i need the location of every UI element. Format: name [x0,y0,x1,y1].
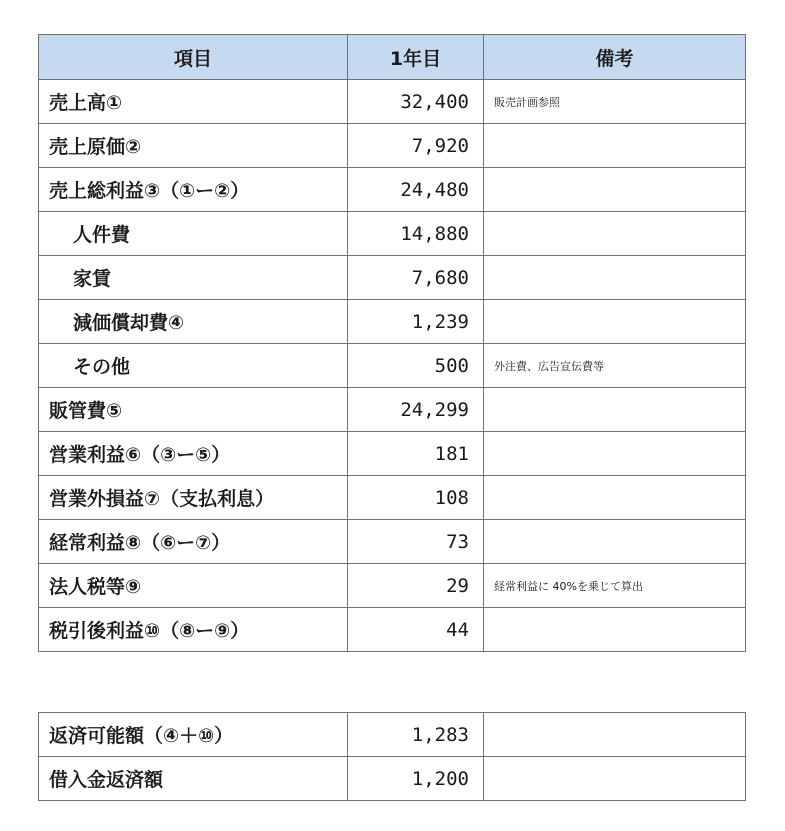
row-item-label: 税引後利益⑩（⑧ー⑨） [39,608,348,652]
row-item-label: 減価償却費④ [39,300,348,344]
row-note: 販売計画参照 [484,80,746,124]
row-item-label: 家賃 [39,256,348,300]
row-item-label: 販管費⑤ [39,388,348,432]
income-statement-table [38,34,746,652]
repayment-table [38,712,746,801]
table-row [39,168,746,212]
table-row [39,608,746,652]
row-note [484,212,746,256]
row-note [484,388,746,432]
table-row [39,256,746,300]
row-item-label: 売上高① [39,80,348,124]
table-row [39,476,746,520]
income-statement-body [39,80,746,652]
table-row [39,344,746,388]
row-note [484,256,746,300]
row-year1-value: 108 [348,476,484,520]
row-item-label: その他 [39,344,348,388]
row-item-label: 経常利益⑧（⑥ー⑦） [39,520,348,564]
row-note [484,608,746,652]
row-note [484,432,746,476]
row-note [484,124,746,168]
row-year1-value: 73 [348,520,484,564]
header-note: 備考 [484,35,746,80]
row-item-label: 返済可能額（④＋⑩） [39,713,348,757]
row-note [484,757,746,801]
row-year1-value: 7,920 [348,124,484,168]
table-row [39,520,746,564]
row-note: 外注費、広告宣伝費等 [484,344,746,388]
table-row [39,432,746,476]
row-note [484,300,746,344]
row-year1-value: 1,200 [348,757,484,801]
row-item-label: 営業利益⑥（③ー⑤） [39,432,348,476]
repayment-body [39,713,746,801]
row-note: 経常利益に 40%を乗じて算出 [484,564,746,608]
row-note [484,713,746,757]
row-note [484,520,746,564]
row-year1-value: 7,680 [348,256,484,300]
row-note [484,168,746,212]
row-item-label: 売上総利益③（①ー②） [39,168,348,212]
row-item-label: 借入金返済額 [39,757,348,801]
row-year1-value: 32,400 [348,80,484,124]
table-row [39,564,746,608]
row-year1-value: 14,880 [348,212,484,256]
table-row [39,300,746,344]
header-item: 項目 [39,35,348,80]
table-row [39,212,746,256]
table-row [39,80,746,124]
row-item-label: 営業外損益⑦（支払利息） [39,476,348,520]
row-year1-value: 1,239 [348,300,484,344]
row-note [484,476,746,520]
row-item-label: 法人税等⑨ [39,564,348,608]
table-header-row [39,35,746,80]
row-year1-value: 1,283 [348,713,484,757]
table-row [39,388,746,432]
table-row [39,713,746,757]
header-year1: 1年目 [348,35,484,80]
row-year1-value: 44 [348,608,484,652]
table-row [39,757,746,801]
row-year1-value: 24,480 [348,168,484,212]
row-item-label: 人件費 [39,212,348,256]
row-item-label: 売上原価② [39,124,348,168]
table-row [39,124,746,168]
row-year1-value: 500 [348,344,484,388]
row-year1-value: 24,299 [348,388,484,432]
row-year1-value: 29 [348,564,484,608]
row-year1-value: 181 [348,432,484,476]
